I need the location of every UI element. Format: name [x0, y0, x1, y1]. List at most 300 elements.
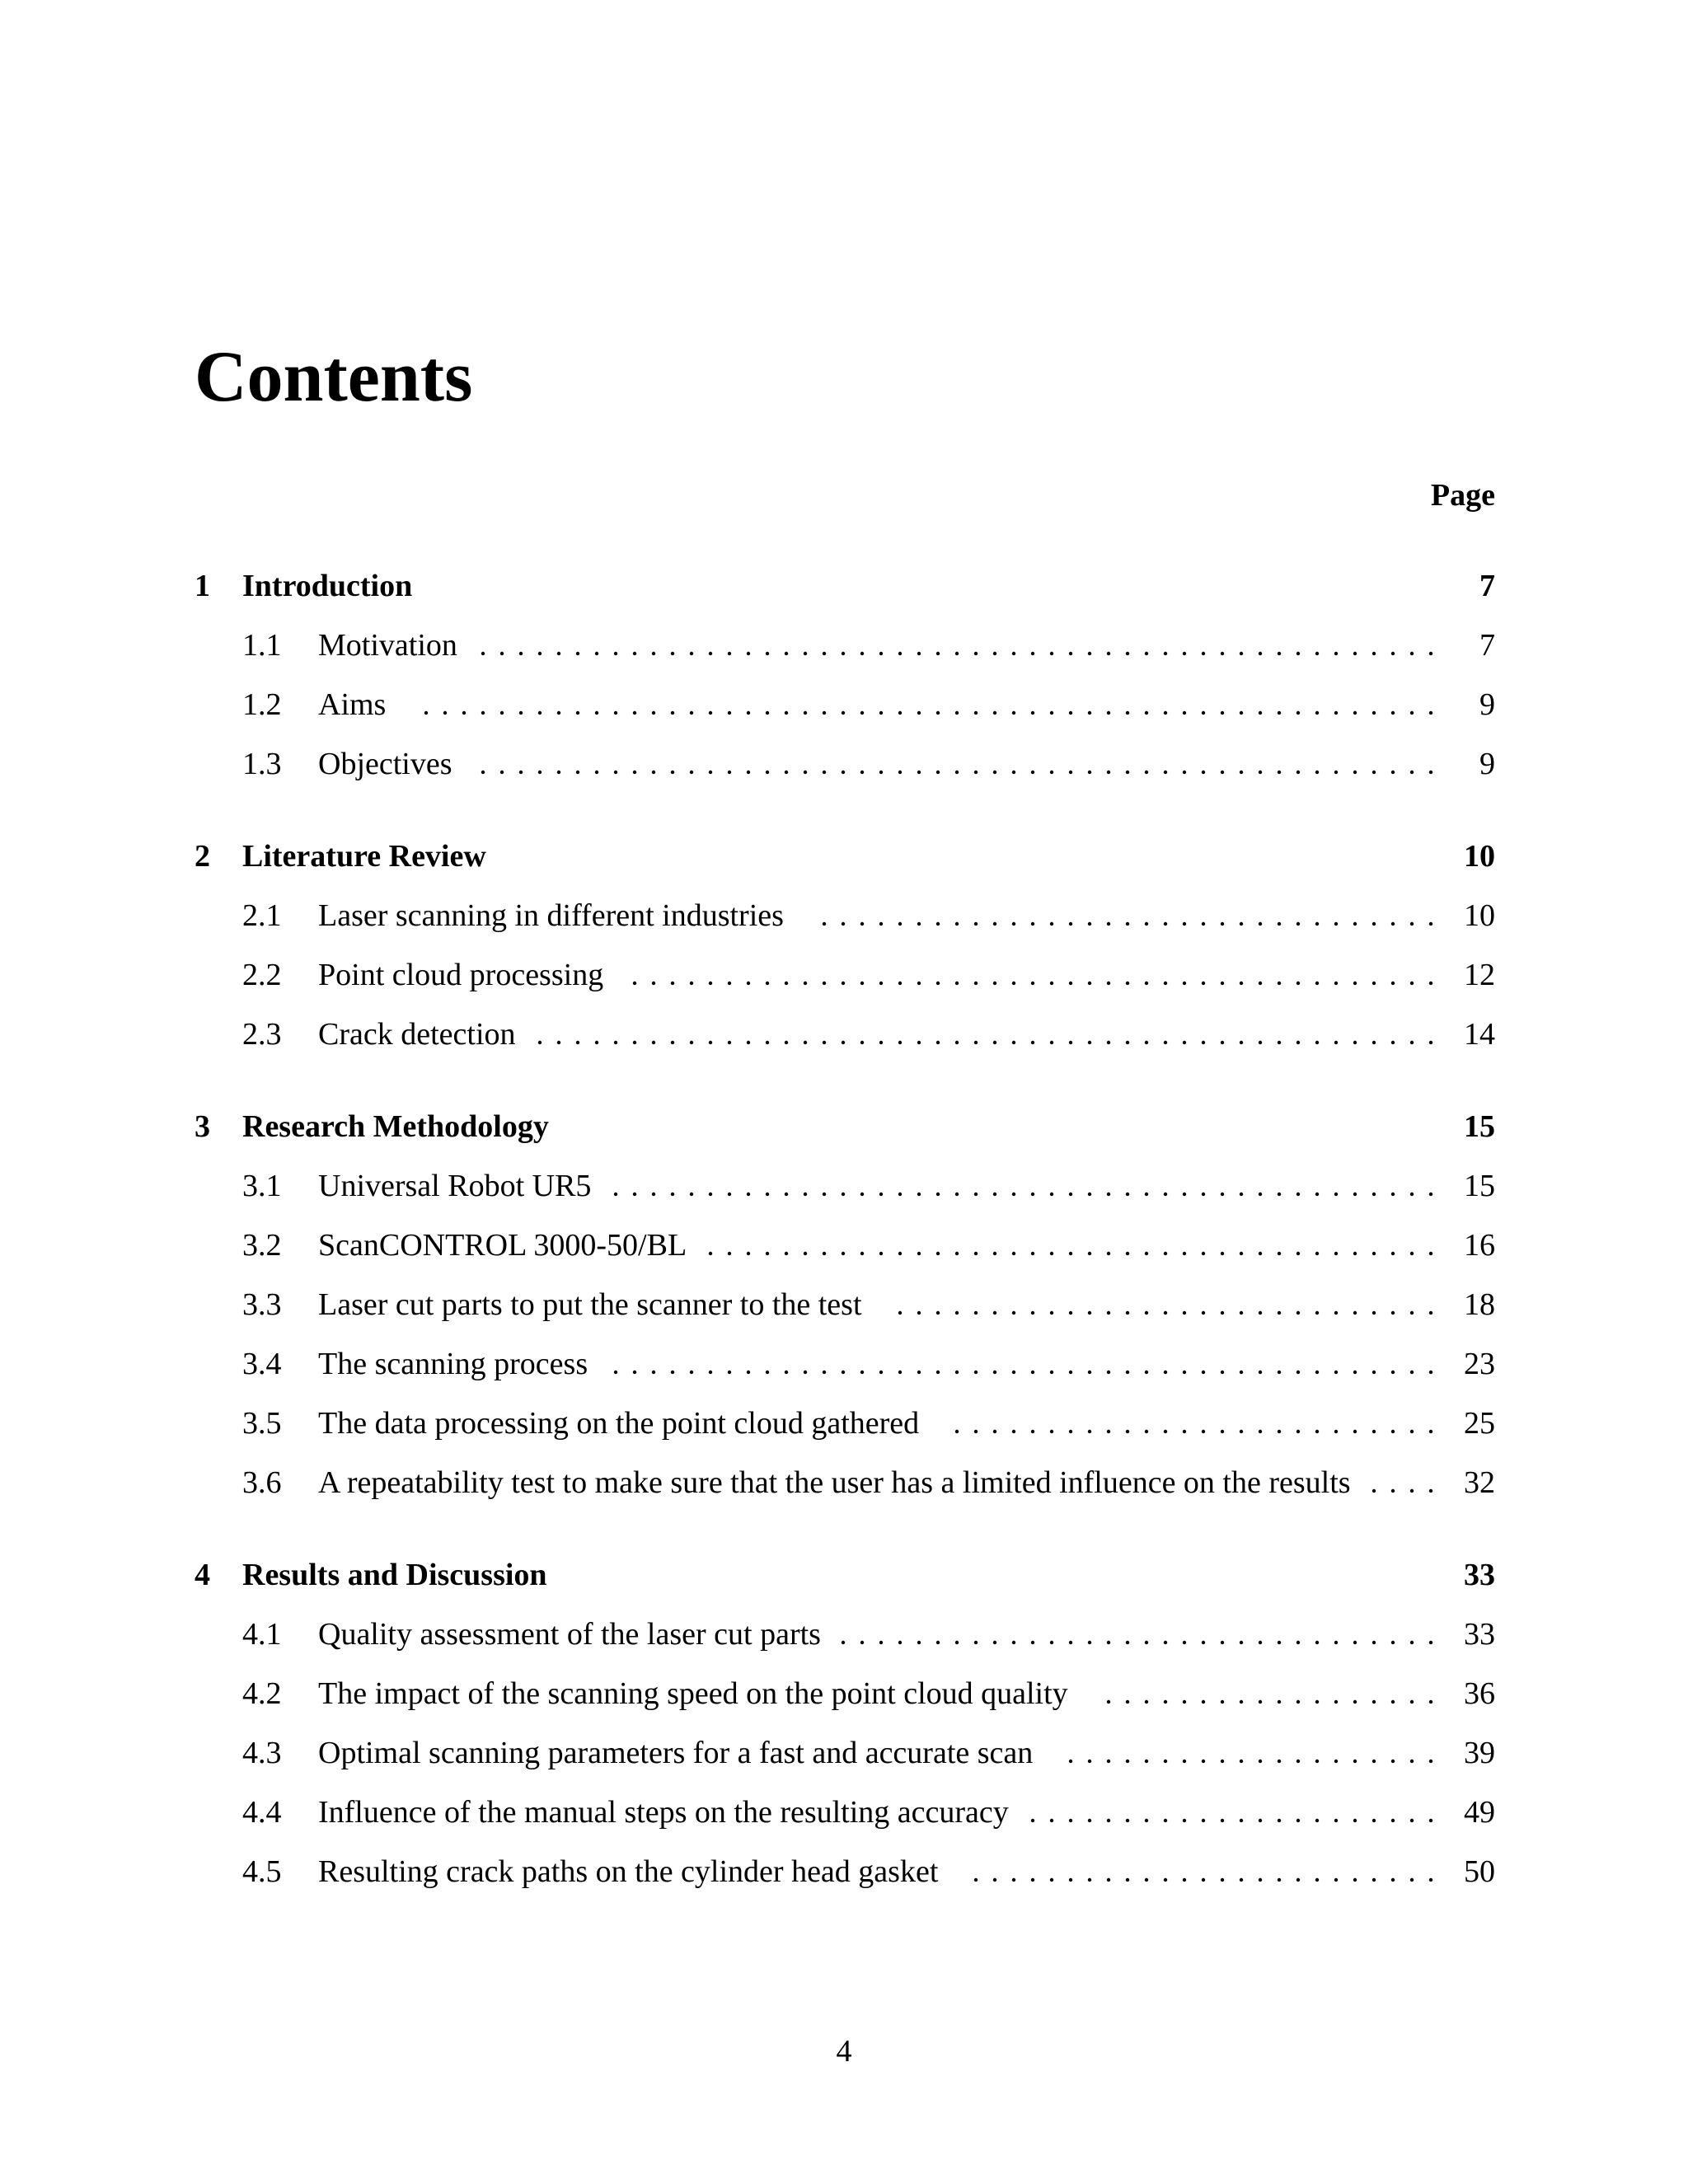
leader-dot — [1069, 1760, 1072, 1763]
dot-leader-dots — [526, 1014, 1436, 1055]
leader-dot — [1259, 982, 1262, 985]
leader-dot — [1012, 1193, 1015, 1196]
leader-dot — [1107, 652, 1110, 655]
leader-dot — [1353, 1371, 1357, 1374]
leader-dot — [1429, 711, 1432, 715]
leader-dot — [1372, 1878, 1376, 1882]
leader-dot — [898, 1041, 902, 1044]
leader-dot — [1126, 1193, 1129, 1196]
leader-dot — [1240, 1430, 1243, 1433]
leader-dot — [1202, 1641, 1205, 1644]
leader-dot — [1315, 711, 1319, 715]
leader-dot — [1088, 1371, 1091, 1374]
section-page: 10 — [1464, 898, 1495, 933]
leader-dot — [1183, 1041, 1186, 1044]
leader-dot — [1334, 1700, 1338, 1704]
leader-dot — [1126, 652, 1129, 655]
leader-dot — [955, 1252, 959, 1255]
section-page: 9 — [1479, 747, 1495, 781]
toc-section-1-3[interactable] — [195, 743, 1495, 785]
leader-dot — [1145, 1311, 1148, 1315]
leader-dot — [1372, 1819, 1376, 1822]
leader-dot — [1334, 1819, 1338, 1822]
leader-dot — [936, 982, 940, 985]
leader-dot — [595, 652, 598, 655]
leader-dot — [1145, 771, 1148, 774]
leader-dot — [1296, 1311, 1300, 1315]
leader-dot — [860, 982, 864, 985]
leader-dot — [614, 771, 617, 774]
leader-dot — [1088, 711, 1091, 715]
leader-dot — [1240, 771, 1243, 774]
leader-dot — [1296, 1430, 1300, 1433]
section-number: 3.6 — [242, 1465, 282, 1500]
leader-dot — [1410, 1760, 1414, 1763]
leader-dot — [974, 1252, 978, 1255]
leader-dot — [1334, 1641, 1338, 1644]
leader-dot — [1088, 1760, 1091, 1763]
leader-dot — [993, 652, 996, 655]
chapter-title: Literature Review — [242, 839, 486, 874]
toc-chapter-1[interactable] — [195, 565, 1495, 607]
leader-dot — [1296, 771, 1300, 774]
leader-dot — [974, 1371, 978, 1374]
leader-dot — [879, 711, 883, 715]
toc-section-2-1[interactable] — [195, 895, 1495, 936]
leader-dot — [1183, 1760, 1186, 1763]
chapter-page: 15 — [1464, 1109, 1495, 1144]
leader-dot — [1259, 922, 1262, 926]
leader-dot — [1410, 982, 1414, 985]
leader-dot — [1315, 1641, 1319, 1644]
dot-leader — [1057, 1732, 1436, 1784]
leader-dot — [766, 1371, 769, 1374]
leader-dot — [1164, 1878, 1167, 1882]
leader-dot — [917, 1371, 921, 1374]
toc-chapter-4[interactable] — [195, 1554, 1495, 1596]
leader-dot — [1429, 1489, 1432, 1493]
leader-dot — [1031, 1311, 1034, 1315]
leader-dot — [633, 652, 636, 655]
leader-dot — [898, 652, 902, 655]
leader-dot — [1278, 1700, 1281, 1704]
leader-dot — [1164, 922, 1167, 926]
leader-dot — [955, 652, 959, 655]
leader-dot — [1164, 1430, 1167, 1433]
leader-dot — [1221, 771, 1224, 774]
leader-dot — [1315, 771, 1319, 774]
leader-dot — [1429, 771, 1432, 774]
leader-dot — [1031, 711, 1034, 715]
leader-dot — [1012, 1430, 1015, 1433]
leader-dot — [842, 982, 845, 985]
chapter-page: 10 — [1464, 839, 1495, 874]
leader-dot — [879, 771, 883, 774]
leader-dot — [1202, 1371, 1205, 1374]
leader-dot — [671, 771, 674, 774]
leader-dot — [728, 771, 731, 774]
toc-section-2-3[interactable] — [195, 1014, 1495, 1055]
dot-leader — [526, 1014, 1436, 1066]
leader-dot — [1315, 1252, 1319, 1255]
leader-dot — [785, 1371, 788, 1374]
leader-dot — [1315, 1700, 1319, 1704]
section-number: 4.3 — [242, 1736, 282, 1770]
toc-section-1-1[interactable] — [195, 625, 1495, 666]
leader-dot — [1031, 1252, 1034, 1255]
leader-dot — [1145, 1193, 1148, 1196]
leader-dot — [1391, 1760, 1395, 1763]
leader-dot — [1372, 711, 1376, 715]
leader-dot — [1145, 1760, 1148, 1763]
leader-dot — [1296, 1878, 1300, 1882]
leader-dot — [1107, 1041, 1110, 1044]
leader-dot — [860, 711, 864, 715]
leader-dot — [1429, 652, 1432, 655]
leader-dot — [1069, 1311, 1072, 1315]
leader-dot — [823, 711, 826, 715]
leader-dot — [690, 771, 693, 774]
leader-dot — [652, 1371, 655, 1374]
leader-dot — [1296, 982, 1300, 985]
leader-dot — [917, 1641, 921, 1644]
leader-dot — [1069, 1371, 1072, 1374]
leader-dot — [1296, 1700, 1300, 1704]
leader-dot — [1240, 1819, 1243, 1822]
leader-dot — [747, 652, 750, 655]
leader-dot — [804, 1252, 807, 1255]
section-number: 1.1 — [242, 628, 282, 663]
leader-dot — [860, 771, 864, 774]
chapter-number: 3 — [195, 1109, 210, 1144]
leader-dot — [1259, 1430, 1262, 1433]
section-title: Influence of the manual steps on the resulting accuracy — [318, 1795, 1009, 1830]
leader-dot — [936, 1041, 940, 1044]
section-number: 4.1 — [242, 1617, 282, 1652]
leader-dot — [1164, 1193, 1167, 1196]
leader-dot — [823, 922, 826, 926]
toc-section-4-2[interactable] — [195, 1673, 1495, 1714]
dot-leader-dots — [602, 1165, 1436, 1207]
leader-dot — [709, 1252, 712, 1255]
leader-dot — [766, 711, 769, 715]
toc-section-1-2[interactable] — [195, 684, 1495, 725]
leader-dot — [955, 1193, 959, 1196]
leader-dot — [747, 1252, 750, 1255]
leader-dot — [1164, 1041, 1167, 1044]
toc-section-3-3[interactable] — [195, 1284, 1495, 1325]
leader-dot — [747, 1193, 750, 1196]
leader-dot — [955, 922, 959, 926]
leader-dot — [1069, 982, 1072, 985]
page-title: Contents — [195, 337, 473, 417]
leader-dot — [1240, 982, 1243, 985]
dot-leader — [469, 743, 1436, 795]
leader-dot — [1069, 711, 1072, 715]
leader-dot — [1372, 922, 1376, 926]
leader-dot — [1145, 922, 1148, 926]
toc-section-4-4[interactable] — [195, 1792, 1495, 1833]
section-number: 3.1 — [242, 1169, 282, 1203]
dot-leader — [1019, 1792, 1436, 1844]
toc-section-3-4[interactable] — [195, 1343, 1495, 1385]
leader-dot — [1334, 771, 1338, 774]
leader-dot — [1050, 652, 1053, 655]
section-number: 4.2 — [242, 1676, 282, 1711]
leader-dot — [1410, 1641, 1414, 1644]
leader-dot — [1183, 1819, 1186, 1822]
leader-dot — [1126, 771, 1129, 774]
leader-dot — [1221, 1371, 1224, 1374]
section-page: 14 — [1464, 1017, 1495, 1052]
leader-dot — [1012, 1041, 1015, 1044]
leader-dot — [1221, 1760, 1224, 1763]
leader-dot — [1221, 922, 1224, 926]
leader-dot — [955, 1371, 959, 1374]
leader-dot — [993, 1641, 996, 1644]
leader-dot — [1031, 771, 1034, 774]
leader-dot — [842, 1371, 845, 1374]
leader-dot — [974, 1311, 978, 1315]
leader-dot — [1012, 1252, 1015, 1255]
leader-dot — [1145, 711, 1148, 715]
leader-dot — [1202, 1041, 1205, 1044]
toc-chapter-2[interactable] — [195, 836, 1495, 877]
leader-dot — [1107, 922, 1110, 926]
leader-dot — [1221, 1193, 1224, 1196]
leader-dot — [860, 1252, 864, 1255]
leader-dot — [1031, 1819, 1034, 1822]
leader-dot — [1145, 1878, 1148, 1882]
leader-dot — [993, 1371, 996, 1374]
leader-dot — [1391, 1311, 1395, 1315]
leader-dot — [993, 922, 996, 926]
section-number: 2.1 — [242, 898, 282, 933]
leader-dot — [1050, 711, 1053, 715]
leader-dot — [1145, 1430, 1148, 1433]
leader-dot — [1031, 1430, 1034, 1433]
leader-dot — [671, 982, 674, 985]
leader-dot — [1296, 1193, 1300, 1196]
toc-section-3-5[interactable] — [195, 1403, 1495, 1444]
leader-dot — [766, 771, 769, 774]
leader-dot — [974, 1041, 978, 1044]
toc-section-4-1[interactable] — [195, 1614, 1495, 1655]
leader-dot — [747, 1371, 750, 1374]
leader-dot — [1315, 1041, 1319, 1044]
leader-dot — [785, 652, 788, 655]
leader-dot — [1183, 1641, 1186, 1644]
leader-dot — [936, 771, 940, 774]
leader-dot — [1410, 1252, 1414, 1255]
leader-dot — [709, 1041, 712, 1044]
leader-dot — [652, 1193, 655, 1196]
leader-dot — [1050, 1878, 1053, 1882]
leader-dot — [1031, 1371, 1034, 1374]
leader-dot — [1429, 1878, 1432, 1882]
leader-dot — [1410, 1311, 1414, 1315]
leader-dot — [1429, 922, 1432, 926]
leader-dot — [1315, 1819, 1319, 1822]
leader-dot — [1164, 771, 1167, 774]
dot-leader-dots — [469, 743, 1436, 785]
leader-dot — [1259, 771, 1262, 774]
section-number: 3.4 — [242, 1347, 282, 1381]
leader-dot — [842, 1193, 845, 1196]
leader-dot — [747, 982, 750, 985]
leader-dot — [1107, 1819, 1110, 1822]
leader-dot — [671, 1193, 674, 1196]
leader-dot — [1202, 652, 1205, 655]
leader-dot — [1202, 1193, 1205, 1196]
leader-dot — [709, 1193, 712, 1196]
leader-dot — [974, 1430, 978, 1433]
toc-section-2-2[interactable] — [195, 954, 1495, 996]
section-title: The data processing on the point cloud gathered — [318, 1406, 920, 1441]
leader-dot — [1240, 922, 1243, 926]
chapter-title: Results and Discussion — [242, 1558, 547, 1592]
leader-dot — [1069, 1252, 1072, 1255]
leader-dot — [1126, 1252, 1129, 1255]
leader-dot — [1202, 1252, 1205, 1255]
leader-dot — [1372, 1760, 1376, 1763]
leader-dot — [1315, 1193, 1319, 1196]
leader-dot — [1145, 1700, 1148, 1704]
toc-section-3-2[interactable] — [195, 1225, 1495, 1266]
toc-section-3-1[interactable] — [195, 1165, 1495, 1207]
leader-dot — [1296, 711, 1300, 715]
leader-dot — [1353, 1760, 1357, 1763]
leader-dot — [1240, 711, 1243, 715]
leader-dot — [709, 652, 712, 655]
leader-dot — [936, 922, 940, 926]
leader-dot — [917, 1252, 921, 1255]
leader-dot — [1164, 1700, 1167, 1704]
leader-dot — [576, 711, 579, 715]
leader-dot — [1372, 1311, 1376, 1315]
leader-dot — [766, 652, 769, 655]
leader-dot — [860, 1371, 864, 1374]
leader-dot — [1069, 1641, 1072, 1644]
leader-dot — [936, 1371, 940, 1374]
leader-dot — [1334, 1041, 1338, 1044]
leader-dot — [1088, 1430, 1091, 1433]
leader-dot — [1240, 1311, 1243, 1315]
leader-dot — [709, 982, 712, 985]
leader-dot — [974, 1641, 978, 1644]
leader-dot — [595, 711, 598, 715]
leader-dot — [633, 711, 636, 715]
leader-dot — [1202, 1819, 1205, 1822]
leader-dot — [1372, 1041, 1376, 1044]
leader-dot — [879, 1193, 883, 1196]
leader-dot — [917, 1311, 921, 1315]
leader-dot — [879, 1371, 883, 1374]
leader-dot — [1315, 1311, 1319, 1315]
leader-dot — [1202, 982, 1205, 985]
leader-dot — [1031, 1641, 1034, 1644]
leader-dot — [974, 652, 978, 655]
leader-dot — [1372, 1489, 1376, 1493]
leader-dot — [917, 922, 921, 926]
leader-dot — [1315, 922, 1319, 926]
leader-dot — [1012, 1311, 1015, 1315]
leader-dot — [1050, 1041, 1053, 1044]
toc-section-3-6[interactable] — [195, 1462, 1495, 1503]
leader-dot — [1315, 1878, 1319, 1882]
leader-dot — [1353, 1430, 1357, 1433]
leader-dot — [1391, 1252, 1395, 1255]
dot-leader — [886, 1284, 1436, 1336]
leader-dot — [842, 711, 845, 715]
leader-dot — [1240, 652, 1243, 655]
leader-dot — [1031, 652, 1034, 655]
leader-dot — [1183, 711, 1186, 715]
leader-dot — [1088, 1041, 1091, 1044]
leader-dot — [614, 1041, 617, 1044]
leader-dot — [1372, 1371, 1376, 1374]
leader-dot — [690, 1193, 693, 1196]
leader-dot — [1012, 982, 1015, 985]
leader-dot — [595, 771, 598, 774]
leader-dot — [576, 1041, 579, 1044]
leader-dot — [1183, 922, 1186, 926]
leader-dot — [898, 1252, 902, 1255]
leader-dot — [1334, 1311, 1338, 1315]
leader-dot — [1372, 1641, 1376, 1644]
leader-dot — [955, 1041, 959, 1044]
section-page: 7 — [1479, 628, 1495, 663]
leader-dot — [1296, 652, 1300, 655]
leader-dot — [1296, 1371, 1300, 1374]
leader-dot — [1088, 1311, 1091, 1315]
toc-chapter-3[interactable] — [195, 1106, 1495, 1147]
leader-dot — [1296, 922, 1300, 926]
leader-dot — [1334, 1878, 1338, 1882]
leader-dot — [993, 982, 996, 985]
toc-section-4-3[interactable] — [195, 1732, 1495, 1774]
leader-dot — [993, 1041, 996, 1044]
leader-dot — [747, 771, 750, 774]
leader-dot — [1126, 1878, 1129, 1882]
leader-dot — [1183, 1193, 1186, 1196]
leader-dot — [917, 1193, 921, 1196]
leader-dot — [1202, 771, 1205, 774]
leader-dot — [1259, 1819, 1262, 1822]
leader-dot — [614, 711, 617, 715]
leader-dot — [1259, 1760, 1262, 1763]
leader-dot — [1164, 1252, 1167, 1255]
dot-leader-dots — [469, 625, 1436, 666]
leader-dot — [823, 652, 826, 655]
leader-dot — [1069, 922, 1072, 926]
dot-leader-dots — [602, 1343, 1436, 1385]
leader-dot — [1012, 1878, 1015, 1882]
leader-dot — [804, 711, 807, 715]
leader-dot — [936, 1193, 940, 1196]
leader-dot — [500, 771, 504, 774]
leader-dot — [1126, 1700, 1129, 1704]
dot-leader — [810, 895, 1436, 947]
leader-dot — [917, 652, 921, 655]
leader-dot — [728, 1252, 731, 1255]
leader-dot — [538, 652, 542, 655]
chapter-number: 1 — [195, 569, 210, 603]
leader-dot — [1296, 1641, 1300, 1644]
leader-dot — [519, 652, 523, 655]
toc-section-4-5[interactable] — [195, 1851, 1495, 1892]
leader-dot — [1145, 1371, 1148, 1374]
